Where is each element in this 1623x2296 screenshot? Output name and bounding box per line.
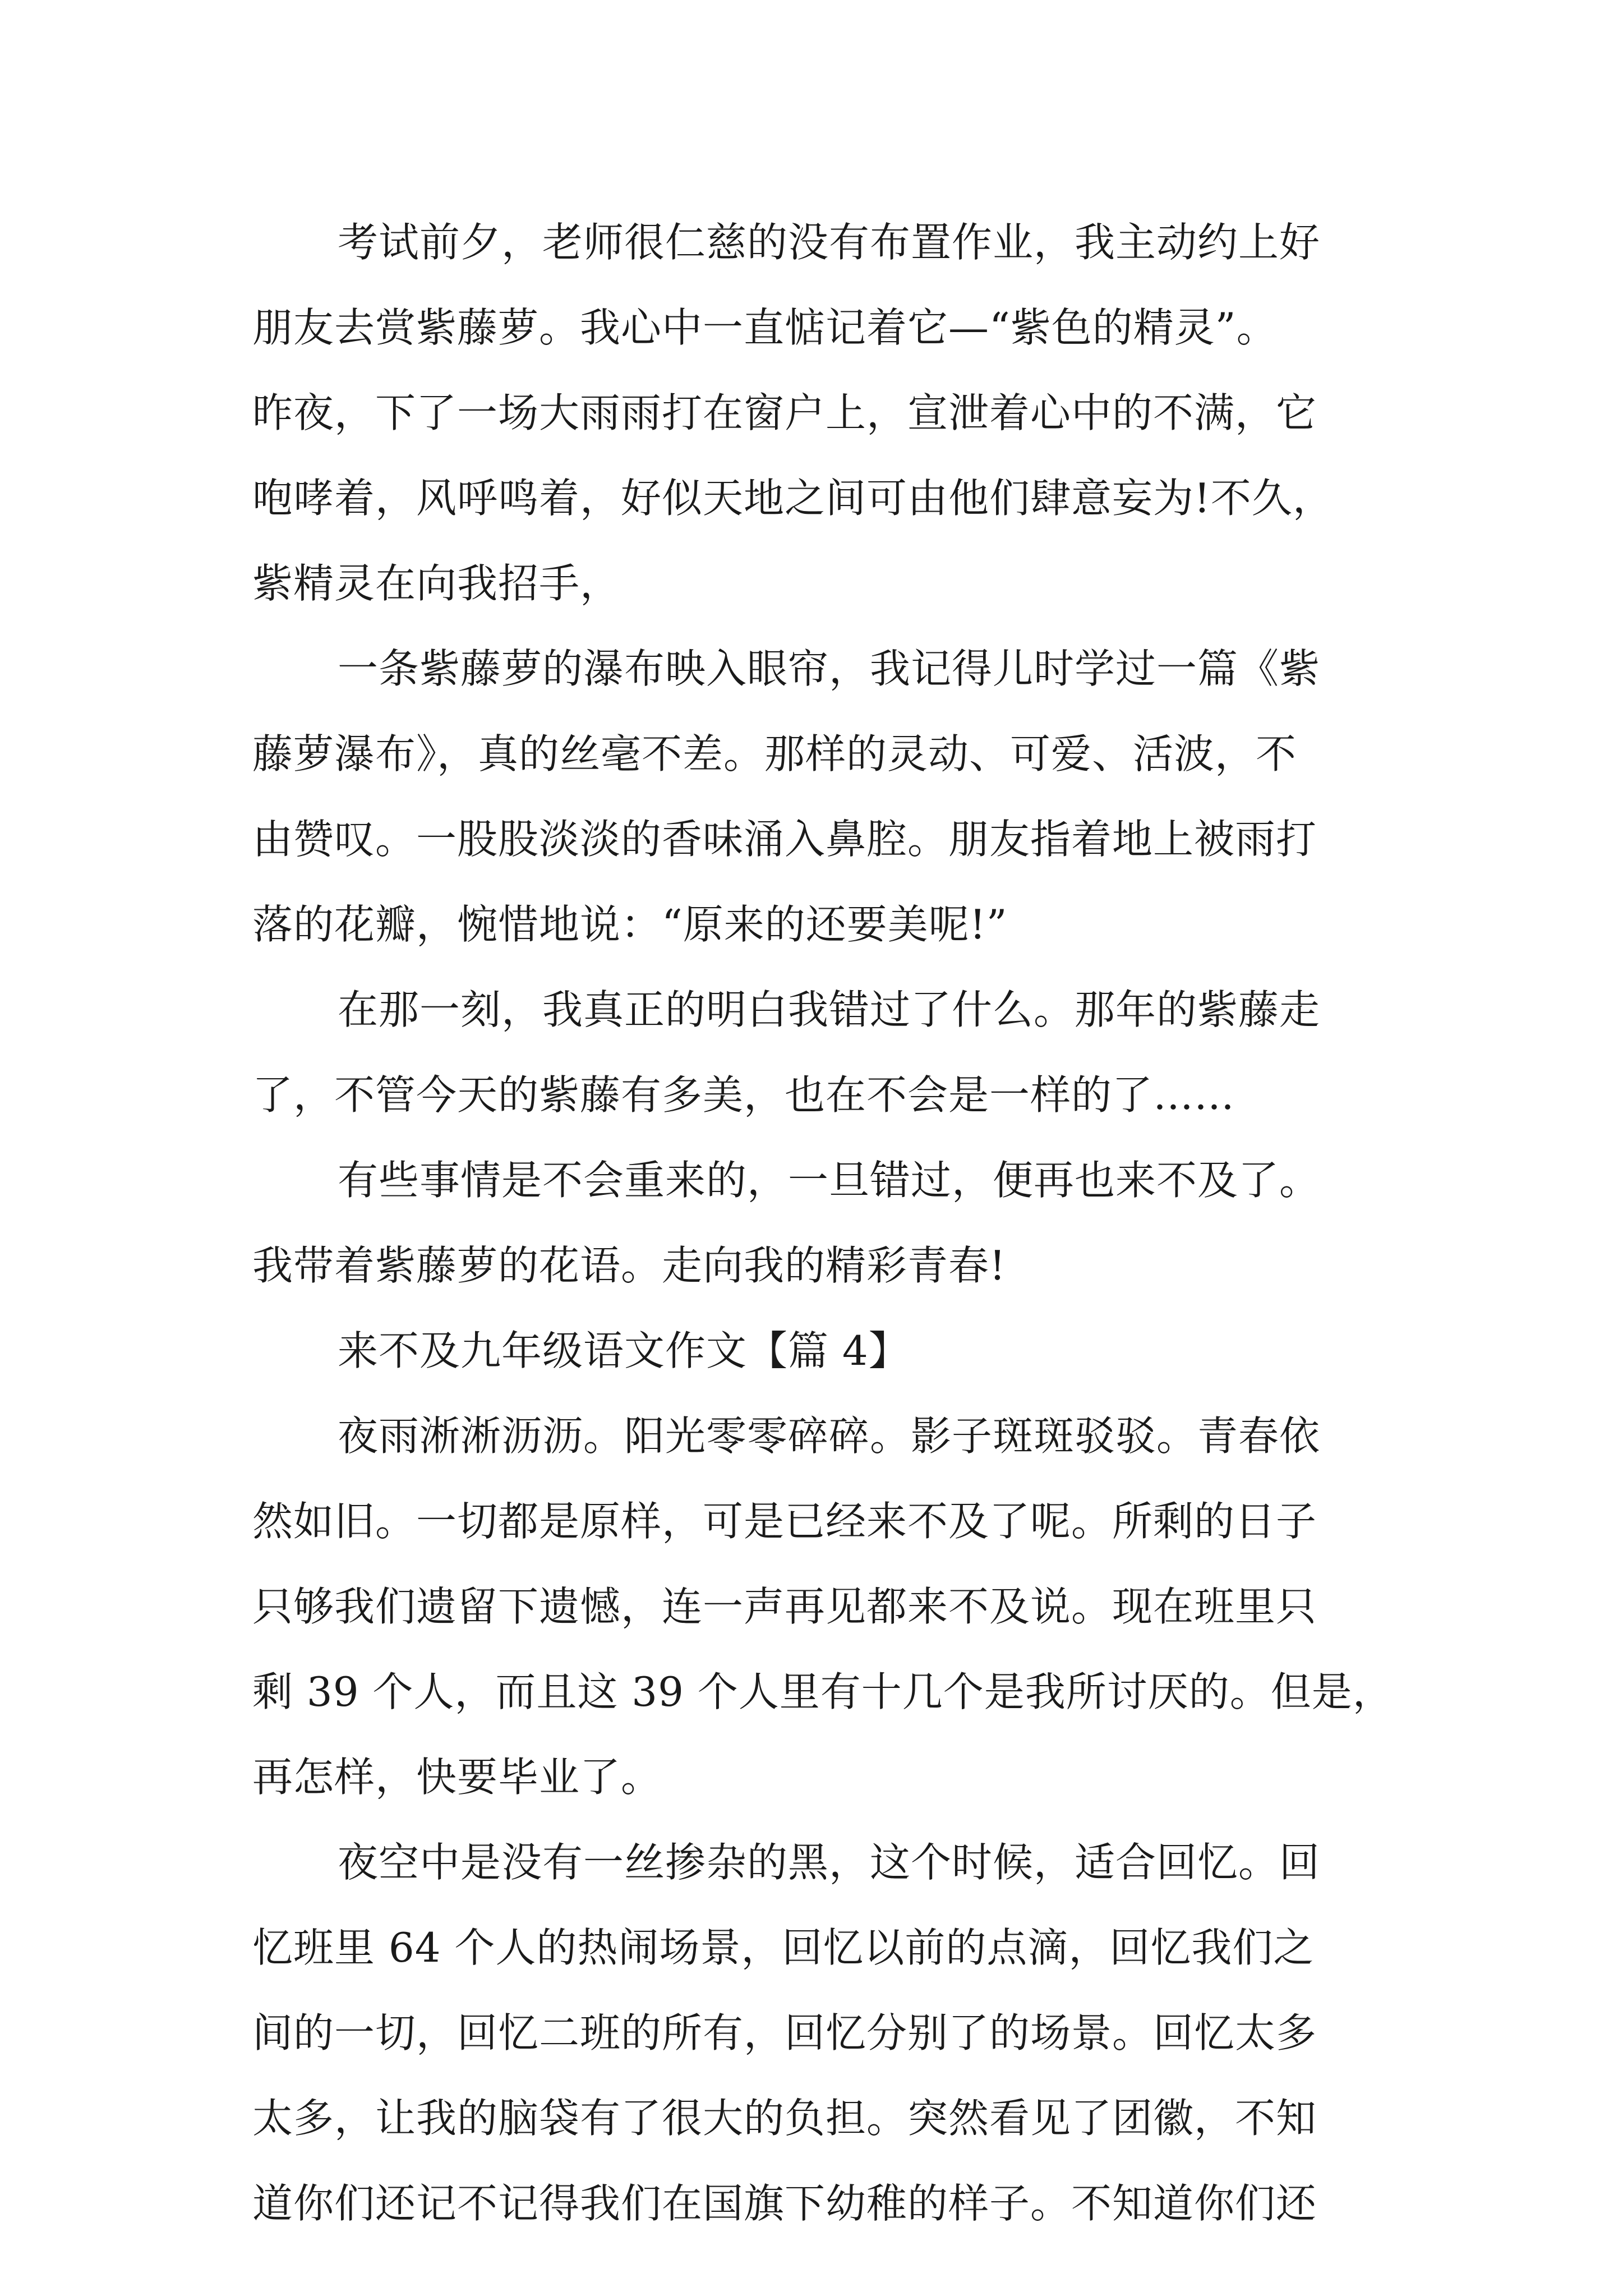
text-line: 夜空中是没有一丝掺杂的黑，这个时候，适合回忆。回 [338,1839,1321,1886]
text-line: 藤萝瀑布》，真的丝毫不差。那样的灵动、可爱、活波，不 [252,730,1297,777]
text-line: 我带着紫藤萝的花语。走向我的精彩青春! [252,1242,1006,1289]
text-line: 了，不管今天的紫藤有多美，也在不会是一样的了…… [252,1071,1235,1119]
text-line: 忆班里 64 个人的热闹场景，回忆以前的点滴，回忆我们之 [252,1924,1315,1971]
text-line: 一条紫藤萝的瀑布映入眼帘，我记得儿时学过一篇《紫 [338,645,1321,692]
text-line: 由赞叹。一股股淡淡的香味涌入鼻腔。朋友指着地上被雨打 [252,816,1317,863]
text-line: 再怎样，快要毕业了。 [252,1754,662,1801]
text-line: 落的花瓣，惋惜地说：“原来的还要美呢!” [252,901,1008,948]
text-line: 夜雨淅淅沥沥。阳光零零碎碎。影子斑斑驳驳。青春依 [338,1412,1321,1460]
text-line: 道你们还记不记得我们在国旗下幼稚的样子。不知道你们还 [252,2180,1317,2227]
text-line: 剩 39 个人，而且这 39 个人里有十几个是我所讨厌的。但是， [252,1668,1394,1715]
text-line: 间的一切，回忆二班的所有，回忆分别了的场景。回忆太多 [252,2009,1317,2056]
section-heading: 来不及九年级语文作文【篇 4】 [338,1327,910,1374]
text-line: 只够我们遗留下遗憾，连一声再见都来不及说。现在班里只 [252,1583,1317,1630]
text-line: 在那一刻，我真正的明白我错过了什么。那年的紫藤走 [338,986,1321,1033]
text-line: 然如旧。一切都是原样，可是已经来不及了呢。所剩的日子 [252,1498,1317,1545]
text-line: 太多，让我的脑袋有了很大的负担。突然看见了团徽，不知 [252,2095,1317,2142]
text-line: 紫精灵在向我招手， [252,560,621,607]
text-line: 咆哮着，风呼鸣着，好似天地之间可由他们肆意妄为!不久， [252,475,1334,522]
text-line: 昨夜，下了一场大雨雨打在窗户上，宣泄着心中的不满，它 [252,389,1317,436]
text-line: 考试前夕，老师很仁慈的没有布置作业，我主动约上好 [338,219,1321,266]
text-line: 朋友去赏紫藤萝。我心中一直惦记着它—“紫色的精灵”。 [252,304,1278,351]
text-line: 有些事情是不会重来的，一旦错过，便再也来不及了。 [338,1157,1321,1204]
